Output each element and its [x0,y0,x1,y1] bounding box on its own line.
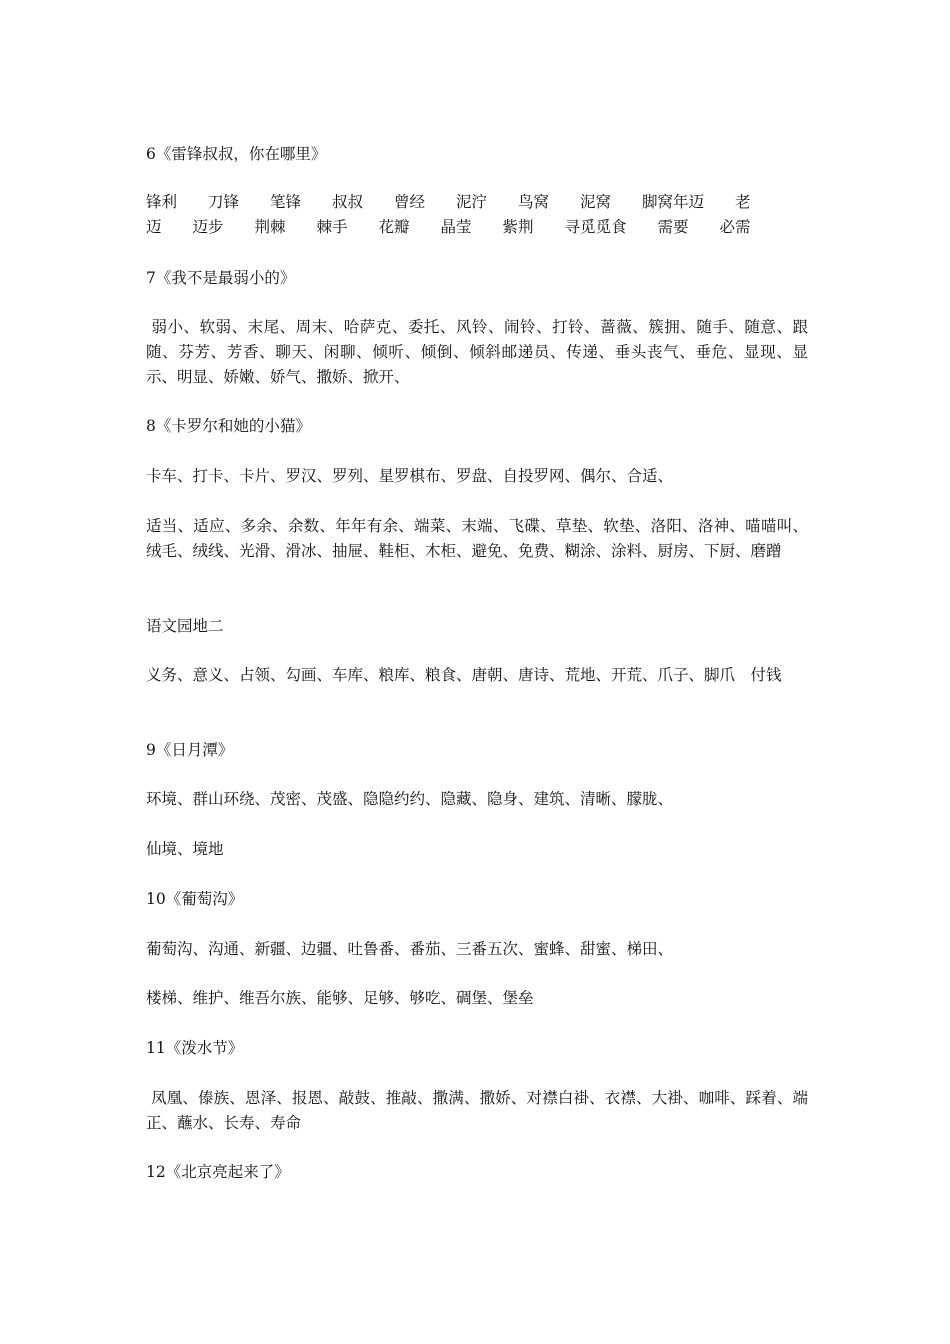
lesson-8-words-para-1: 卡车、打卡、卡片、罗汉、罗列、星罗棋布、罗盘、自投罗网、偶尔、合适、 [146,467,674,485]
lesson-6-words-line-2: 迈 迈步 荆棘 棘手 花瓣 晶莹 紫荆 寻觅觅食 需要 必需 [146,218,751,236]
lesson-11-words: 凤凰、傣族、恩泽、报恩、敲鼓、推敲、撒满、撒娇、对襟白褂、衣襟、大褂、咖啡、踩着、端正、蘸水、长寿、寿命 [146,1089,808,1132]
lesson-10-title: 10《葡萄沟》 [146,890,244,908]
document-page [146,0,808,1344]
lesson-8-title: 8《卡罗尔和她的小猫》 [146,417,311,435]
lesson-9-words-para-2: 仙境、境地 [146,840,224,858]
lesson-6-words-line-1: 锋利 刀锋 笔锋 叔叔 曾经 泥泞 鸟窝 泥窝 脚窝年迈 老 [146,193,751,211]
lesson-9-title: 9《日月潭》 [146,741,234,759]
lesson-7-title: 7《我不是最弱小的》 [146,269,296,287]
lesson-10-words-para-1: 葡萄沟、沟通、新疆、边疆、吐鲁番、番茄、三番五次、蜜蜂、甜蜜、梯田、 [146,940,674,958]
lesson-10-words-para-2: 楼梯、维护、维吾尔族、能够、足够、够吃、碉堡、堡垒 [146,989,534,1007]
lesson-11-title: 11《泼水节》 [146,1039,244,1057]
lesson-6-title: 6《雷锋叔叔，你在哪里》 [146,145,327,163]
garden-2-title: 语文园地二 [146,617,224,635]
lesson-7-words: 弱小、软弱、末尾、周末、哈萨克、委托、风铃、闹铃、打铃、蔷薇、簇拥、随手、随意、跟随、芬芳、芳香、聊天、闲聊、倾听、倾倒、倾斜邮递员、传递、垂头丧气、垂危、显现、显示、明显、娇嫩、娇气、撒娇、掀开、 [146,318,808,386]
lesson-12-title: 12《北京亮起来了》 [146,1163,290,1181]
lesson-8-words-para-2: 适当、适应、多余、余数、年年有余、端菜、末端、飞碟、草垫、软垫、洛阳、洛神、喵喵叫、绒毛、绒线、光滑、滑冰、抽屉、鞋柜、木柜、避免、免费、糊涂、涂料、厨房、下厨、磨蹭 [146,517,808,560]
garden-2-words: 义务、意义、占领、勾画、车库、粮库、粮食、唐朝、唐诗、荒地、开荒、爪子、脚爪 付钱 [146,666,782,684]
lesson-9-words-para-1: 环境、群山环绕、茂密、茂盛、隐隐约约、隐藏、隐身、建筑、清晰、朦胧、 [146,790,674,808]
